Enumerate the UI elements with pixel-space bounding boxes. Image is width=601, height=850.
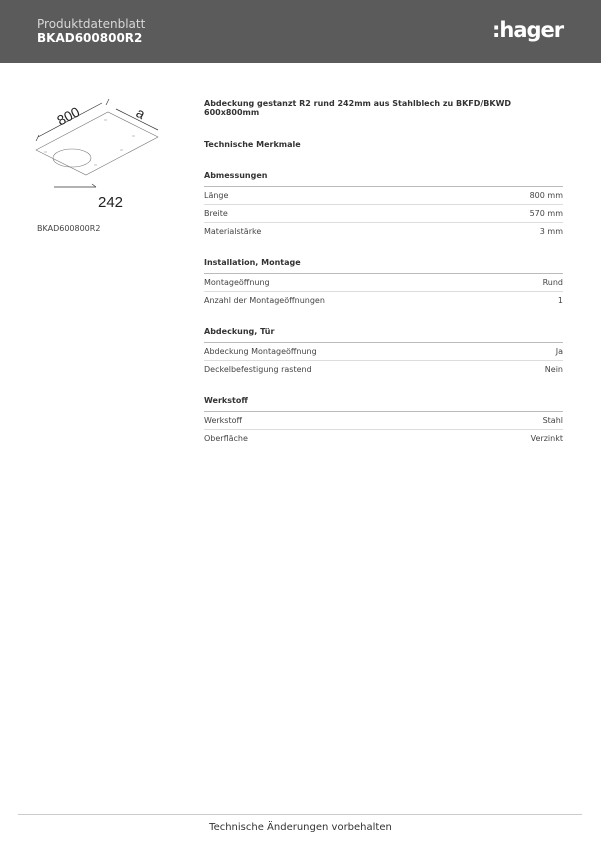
spec-label: Oberfläche bbox=[204, 434, 248, 443]
spec-value: 570 mm bbox=[529, 209, 563, 218]
spec-value: 3 mm bbox=[539, 227, 563, 236]
spec-value: 1 bbox=[557, 296, 563, 305]
spec-value: Stahl bbox=[542, 416, 563, 425]
section-heading: Installation, Montage bbox=[204, 258, 563, 274]
spec-row bbox=[204, 412, 563, 430]
footer-divider bbox=[18, 814, 582, 815]
spec-label: Anzahl der Montageöffnungen bbox=[204, 296, 325, 305]
spec-value: Nein bbox=[544, 365, 563, 374]
section-heading: Abdeckung, Tür bbox=[204, 327, 563, 343]
spec-label: Breite bbox=[204, 209, 228, 218]
spec-row bbox=[204, 274, 563, 292]
section-installation bbox=[204, 258, 563, 309]
section-abdeckung bbox=[204, 327, 563, 378]
spec-value: Rund bbox=[542, 278, 563, 287]
dim-width-label: 242 bbox=[98, 194, 124, 211]
spec-label: Deckelbefestigung rastend bbox=[204, 365, 312, 374]
product-title: Abdeckung gestanzt R2 rund 242mm aus Stahlblech zu BKFD/BKWD 600x800mm bbox=[204, 99, 512, 117]
dim-a-label: a bbox=[133, 104, 149, 123]
spec-label: Materialstärke bbox=[204, 227, 262, 236]
spec-value: 800 mm bbox=[529, 191, 563, 200]
spec-label: Länge bbox=[204, 191, 229, 200]
spec-row bbox=[204, 361, 563, 378]
mounting-hole bbox=[53, 149, 91, 167]
footer-note: Technische Änderungen vorbehalten bbox=[209, 822, 392, 833]
dim-length-label: 800 bbox=[54, 103, 83, 129]
spec-label: Werkstoff bbox=[204, 416, 242, 425]
spec-row bbox=[204, 187, 563, 205]
spec-value: Ja bbox=[555, 347, 563, 356]
header-bar bbox=[0, 0, 601, 63]
spec-row bbox=[204, 343, 563, 361]
spec-value: Verzinkt bbox=[530, 434, 563, 443]
document-type: Produktdatenblatt bbox=[37, 17, 146, 31]
spec-row bbox=[204, 430, 563, 447]
spec-label: Abdeckung Montageöffnung bbox=[204, 347, 317, 356]
section-abmessungen bbox=[204, 171, 563, 240]
spec-row bbox=[204, 292, 563, 309]
hager-logo: :hager bbox=[492, 18, 564, 42]
section-heading: Abmessungen bbox=[204, 171, 563, 187]
technical-features-heading: Technische Merkmale bbox=[204, 140, 301, 149]
drawing-caption: BKAD600800R2 bbox=[37, 224, 101, 233]
section-heading: Werkstoff bbox=[204, 396, 563, 412]
section-werkstoff bbox=[204, 396, 563, 447]
spec-row bbox=[204, 205, 563, 223]
spec-label: Montageöffnung bbox=[204, 278, 270, 287]
product-drawing bbox=[30, 95, 170, 213]
spec-content bbox=[204, 99, 563, 465]
product-code: BKAD600800R2 bbox=[37, 31, 143, 45]
spec-row bbox=[204, 223, 563, 240]
